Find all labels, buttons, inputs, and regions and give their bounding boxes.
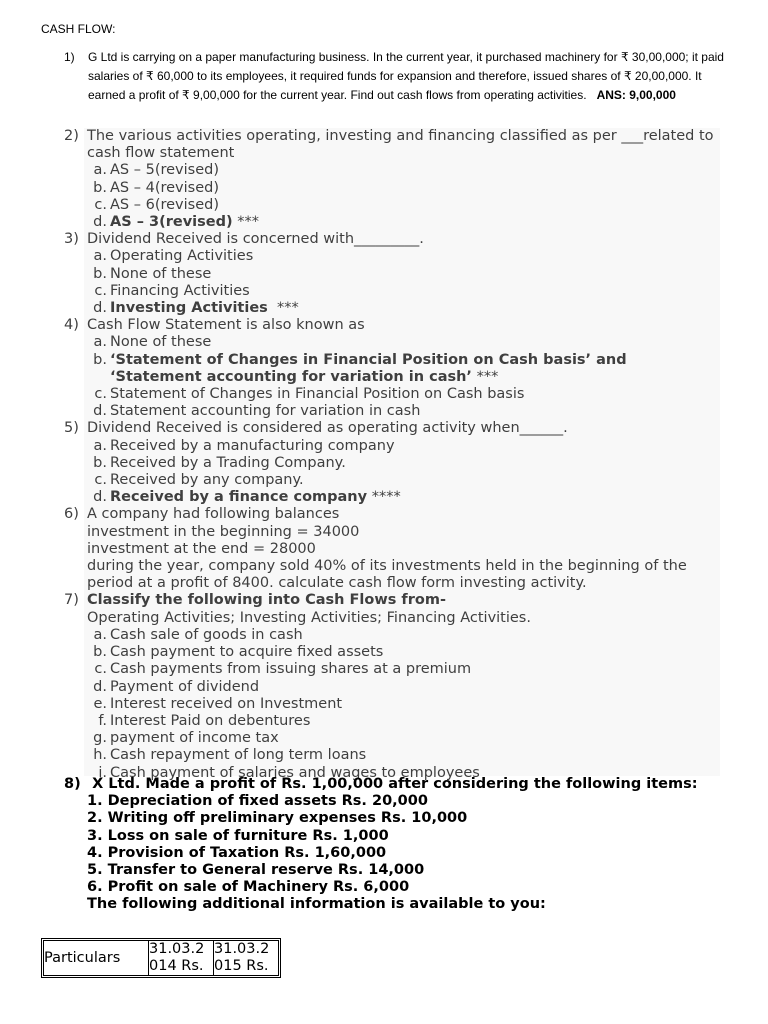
option-d: d. Statement accounting for variation in cash	[93, 403, 421, 420]
item-line: 2. Writing off preliminary expenses Rs. 10,000	[87, 810, 468, 827]
question-8	[64, 776, 724, 914]
question-text: A company had following balances	[87, 506, 340, 523]
question-text: Classify the following into Cash Flows from-	[87, 592, 446, 609]
item-line: 1. Depreciation of fixed assets Rs. 20,000	[87, 793, 428, 810]
question-3	[64, 231, 714, 248]
footer-line: The following additional information is available to you:	[87, 896, 546, 913]
option-c: c. Cash payments from issuing shares at a premium	[94, 661, 472, 678]
question-number: 5)	[64, 420, 79, 437]
question-6-line: investment in the beginning = 34000	[87, 523, 360, 540]
question-text: Dividend Received is concerned with_________.	[87, 231, 424, 248]
option-d-answer: d. AS – 3(revised) ***	[93, 214, 259, 231]
answer-marker: ***	[277, 300, 299, 317]
item-line: 6. Profit on sale of Machinery Rs. 6,000	[87, 879, 410, 896]
option-i: i. Cash payment of salaries and wages to employees	[98, 764, 480, 781]
option-b: b. Received by a Trading Company.	[93, 454, 346, 471]
question-number: 7)	[64, 592, 79, 609]
option-c: c. AS – 6(revised)	[94, 196, 219, 213]
header-2014: 31.03.2014 Rs.	[149, 941, 214, 976]
question-text: Dividend Received is considered as operating activity when______.	[87, 420, 568, 437]
answer-text: ANS: 9,00,000	[596, 88, 676, 102]
balance-table	[41, 938, 281, 978]
option-h: h. Cash repayment of long term loans	[93, 747, 367, 764]
option-e: e. Interest received on Investment	[93, 695, 343, 712]
option-a: a. AS – 5(revised)	[93, 162, 219, 179]
question-text: The various activities operating, investing and financing classified as per ___related to cash flow statement	[87, 128, 714, 162]
option-b: b. AS – 4(revised)	[93, 179, 219, 196]
question-text: X Ltd. Made a profit of Rs. 1,00,000 after considering the following items:	[92, 776, 698, 792]
question-text: G Ltd is carrying on a paper manufacturing business. In the current year, it purchased machinery for ₹ 30,00,000; it paid salaries of ₹ 60,000 to its employees, it required funds for expansion and therefore, issued shares of ₹ 20,00,000. It earned a profit of ₹ 9,00,000 for the current year. Find out cash flows from operating activities.	[88, 50, 724, 102]
option-d: d. Payment of dividend	[93, 678, 260, 695]
option-a: a. Operating Activities	[93, 248, 254, 265]
item-line: 3. Loss on sale of furniture Rs. 1,000	[87, 827, 389, 844]
question-1	[64, 48, 724, 105]
question-4	[64, 317, 714, 334]
question-6	[64, 506, 714, 523]
question-7	[64, 592, 714, 609]
answer-marker: ***	[237, 214, 259, 231]
question-list	[64, 128, 714, 782]
option-g: g. payment of income tax	[93, 730, 279, 747]
option-a: a. Cash sale of goods in cash	[93, 626, 303, 643]
option-a: a. Received by a manufacturing company	[93, 437, 395, 454]
question-number: 2)	[64, 128, 79, 144]
item-line: 5. Transfer to General reserve Rs. 14,000	[87, 862, 425, 879]
answer-marker: ****	[371, 489, 401, 506]
question-number: 1)	[64, 50, 75, 64]
option-b: b. Cash payment to acquire fixed assets	[93, 644, 384, 661]
question-5	[64, 420, 714, 437]
header-2015: 31.03.2015 Rs.	[214, 941, 279, 976]
option-d-answer: d. Received by a finance company ****	[93, 489, 401, 506]
option-c: c. Financing Activities	[94, 282, 250, 299]
option-c: c. Received by any company.	[94, 472, 304, 489]
question-6-line: during the year, company sold 40% of its investments held in the beginning of the period at a profit of 8400. calculate cash flow form investing activity.	[87, 558, 687, 592]
option-a: a. None of these	[93, 334, 212, 351]
answer-marker: ***	[476, 368, 499, 385]
question-6-line: investment at the end = 28000	[87, 540, 316, 557]
question-number: 6)	[64, 506, 79, 523]
option-c: c. Statement of Changes in Financial Position on Cash basis	[94, 386, 525, 403]
option-d-answer: d. Investing Activities ***	[93, 300, 299, 317]
question-number: 4)	[64, 317, 79, 334]
header-particulars: Particulars	[44, 941, 149, 976]
option-b: b. None of these	[93, 265, 212, 282]
page-title: CASH FLOW:	[41, 22, 116, 36]
question-2	[64, 128, 714, 162]
option-b-answer: b. ‘Statement of Changes in Financial Position on Cash basis’ and ‘Statement accounting for variation in cash’ ***	[93, 351, 627, 385]
question-text: Cash Flow Statement is also known as	[87, 317, 365, 334]
item-line: 4. Provision of Taxation Rs. 1,60,000	[87, 844, 387, 861]
question-number: 8)	[64, 776, 81, 792]
question-number: 3)	[64, 231, 79, 248]
question-7-subtext: Operating Activities; Investing Activities; Financing Activities.	[87, 609, 531, 626]
option-f: f. Interest Paid on debentures	[98, 712, 311, 729]
